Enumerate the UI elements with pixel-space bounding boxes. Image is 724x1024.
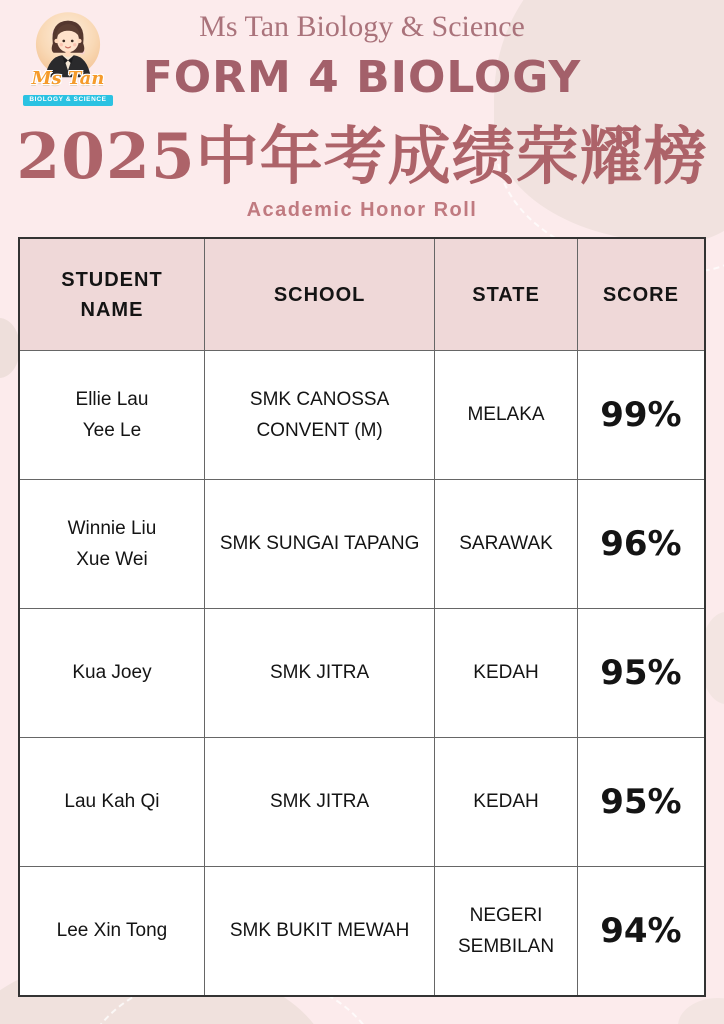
cell-score: 96% xyxy=(577,480,705,609)
header-score: SCORE xyxy=(577,238,705,351)
cell-state: KEDAH xyxy=(435,609,578,738)
cell-student-name: Lau Kah Qi xyxy=(19,738,204,867)
logo-tagline: BIOLOGY & SCIENCE xyxy=(23,95,112,106)
cell-state: MELAKA xyxy=(435,351,578,480)
brand-title: Ms Tan Biology & Science xyxy=(199,10,525,43)
header-student-name: STUDENT NAME xyxy=(19,238,204,351)
cell-school: SMK BUKIT MEWAH xyxy=(204,867,434,997)
cell-school: SMK JITRA xyxy=(204,609,434,738)
table-row xyxy=(19,480,705,609)
table-row xyxy=(19,609,705,738)
subtitle: Academic Honor Roll xyxy=(246,199,478,221)
logo-name: Ms Tan xyxy=(31,68,105,89)
cell-score: 94% xyxy=(577,867,705,997)
background-blob-bottom-right xyxy=(678,998,724,1024)
background-blob-left xyxy=(0,318,20,378)
cell-state: NEGERI SEMBILAN xyxy=(435,867,578,997)
chinese-title: 2025中年考成绩荣耀榜 xyxy=(16,119,708,193)
course-title: FORM 4 BIOLOGY xyxy=(142,52,582,103)
cell-score: 95% xyxy=(577,609,705,738)
honor-roll-table xyxy=(18,237,706,997)
cell-student-name: Winnie Liu Xue Wei xyxy=(19,480,204,609)
table-row xyxy=(19,351,705,480)
cell-state: KEDAH xyxy=(435,738,578,867)
cell-state: SARAWAK xyxy=(435,480,578,609)
ms-tan-logo xyxy=(20,8,116,106)
cell-school: SMK SUNGAI TAPANG xyxy=(204,480,434,609)
table-row xyxy=(19,738,705,867)
cell-student-name: Kua Joey xyxy=(19,609,204,738)
header-state: STATE xyxy=(435,238,578,351)
table-header-row xyxy=(19,238,705,351)
cell-score: 95% xyxy=(577,738,705,867)
table-row xyxy=(19,867,705,997)
cell-school: SMK CANOSSA CONVENT (M) xyxy=(204,351,434,480)
cell-student-name: Ellie Lau Yee Le xyxy=(19,351,204,480)
cell-school: SMK JITRA xyxy=(204,738,434,867)
cell-student-name: Lee Xin Tong xyxy=(19,867,204,997)
header-school: SCHOOL xyxy=(204,238,434,351)
cell-score: 99% xyxy=(577,351,705,480)
